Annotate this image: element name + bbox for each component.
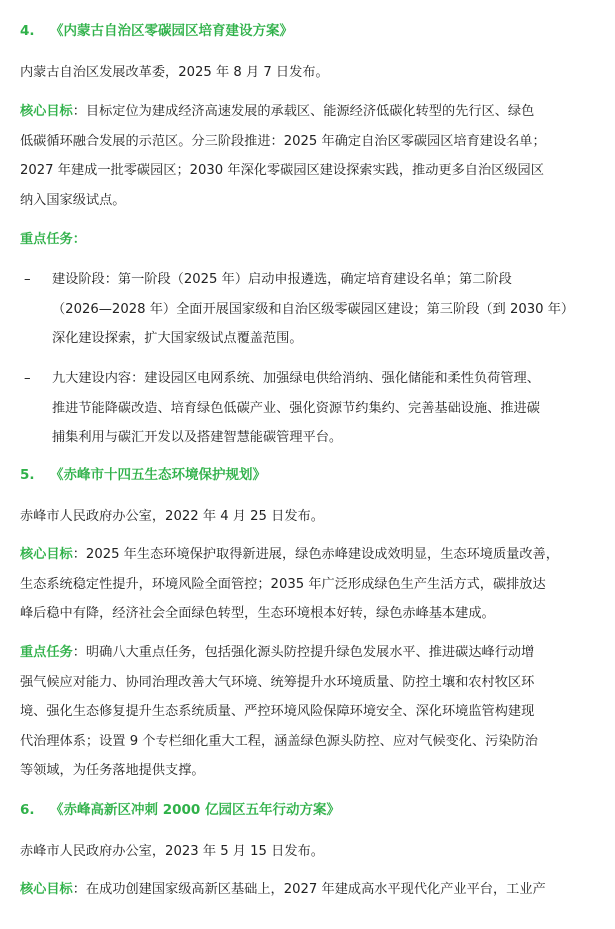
section-title: 《赤峰市十四五生态环境保护规划》 — [50, 467, 266, 483]
tasks-label: 重点任务 — [20, 645, 73, 660]
dash-bullet: – — [24, 272, 31, 287]
goal-label: 核心目标 — [20, 547, 73, 562]
section-number: 6. — [20, 802, 35, 818]
list-item: – 九大建设内容：建设园区电网系统、加强绿电供给消纳、强化储能和柔性负荷管理、 推进节能降碳改造、培育绿色低碳产业、强化资源节约集约、完善基础设施、推进碳 捕集利用与碳汇开发以及搭建智慧能碳管理平台。 — [20, 364, 595, 453]
goal-paragraph: 核心目标：在成功创建国家级高新区基础上，2027 年建成高水平现代化产业平台，工业产 — [20, 882, 546, 897]
section-title: 《内蒙古自治区零碳园区培育建设方案》 — [50, 23, 293, 39]
tasks-label: 重点任务： — [20, 232, 86, 247]
tasks-heading — [20, 225, 595, 255]
goal-paragraph: 核心目标：2025 年生态环境保护取得新进展，绿色赤峰建设成效明显，生态环境质量改善， 生态系统稳定性提升，环境风险全面管控；2035 年广泛形成绿色生产生活方式，碳排放达 峰后稳中有降，经济社会全面绿色转型，生态环境根本好转，绿色赤峰基本建成。 — [20, 547, 559, 621]
section-number: 4. — [20, 23, 35, 39]
section-number: 5. — [20, 467, 35, 483]
section-title: 《赤峰高新区冲刺 2000 亿园区五年行动方案》 — [50, 802, 340, 818]
goal-label: 核心目标 — [20, 882, 73, 897]
source-line: 内蒙古自治区发展改革委，2025 年 8 月 7 日发布。 — [20, 65, 329, 80]
source-line: 赤峰市人民政府办公室，2022 年 4 月 25 日发布。 — [20, 509, 324, 524]
tasks-paragraph: 重点任务：明确八大重点任务，包括强化源头防控提升绿色发展水平、推进碳达峰行动增 强气候应对能力、协同治理改善大气环境、统筹提升水环境质量、防控土壤和农村牧区环 境、强化生态修复提升生态系统质量、严控环境风险保障环境安全、深化环境监管构建现 代治理体系；设置 9 个专栏细化重大工程，涵盖绿色源头防控、应对气候变化、污染防治 等领域，为任务落地提供支撑。 — [20, 645, 538, 778]
dash-bullet: – — [24, 371, 31, 386]
section-heading — [20, 800, 340, 820]
goal-label: 核心目标 — [20, 104, 73, 119]
section-heading — [20, 21, 293, 41]
goal-paragraph: 核心目标：目标定位为建成经济高速发展的承载区、能源经济低碳化转型的先行区、绿色 低碳循环融合发展的示范区。分三阶段推进：2025 年确定自治区零碳园区培育建设名单； 2027 年建成一批零碳园区；2030 年深化零碳园区建设探索实践，推动更多自治区级园区 纳入国家级试点。 — [20, 104, 546, 208]
source-line: 赤峰市人民政府办公室，2023 年 5 月 15 日发布。 — [20, 844, 324, 859]
section-heading — [20, 465, 266, 485]
list-item: – 建设阶段：第一阶段（2025 年）启动申报遴选，确定培育建设名单；第二阶段 （2026—2028 年）全面开展国家级和自治区级零碳园区建设；第三阶段（到 2030 年） 深化建设探索，扩大国家级试点覆盖范围。 — [20, 265, 595, 354]
